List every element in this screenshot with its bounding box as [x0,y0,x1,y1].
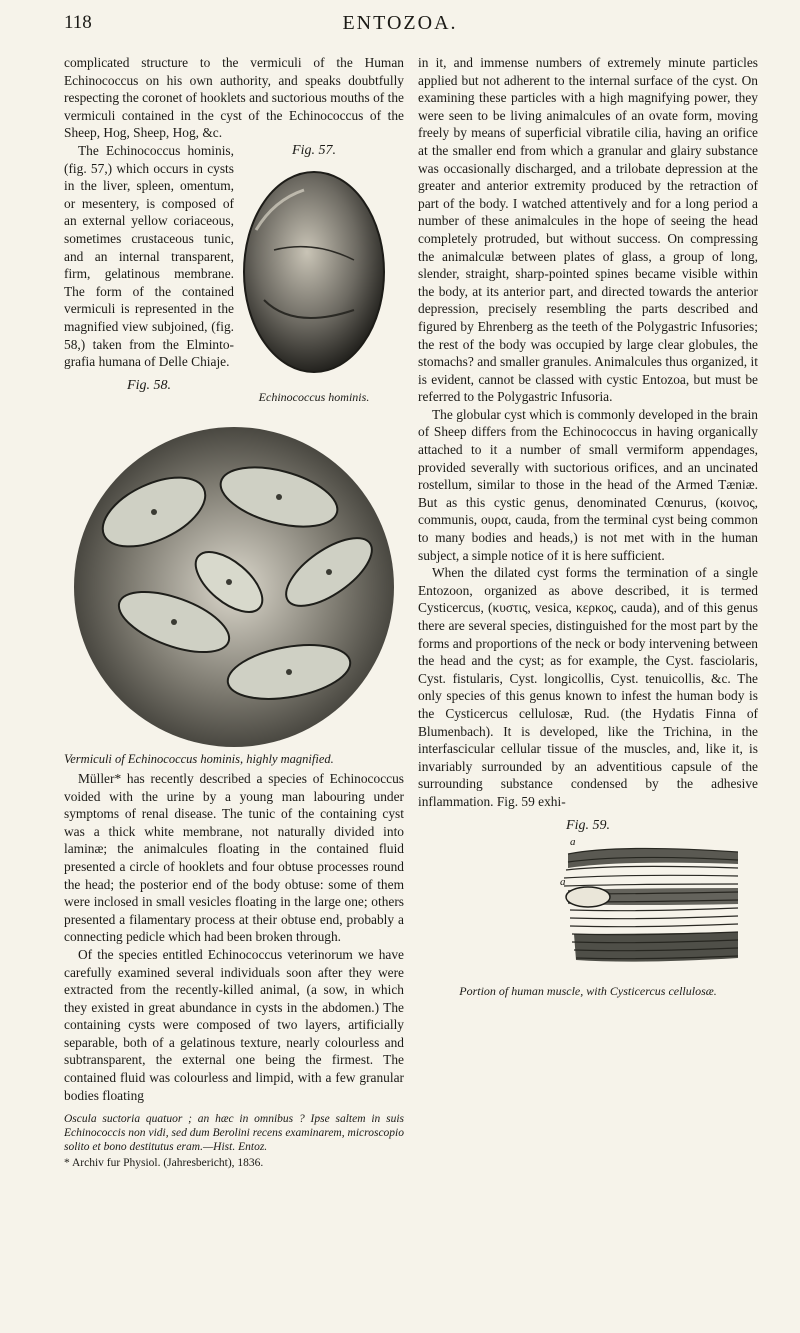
figure-58-label: Fig. 58. [127,377,171,393]
footnote-archiv: * Archiv fur Physiol. (Jahresbericht), 1836. [64,1157,264,1170]
figure-58-caption: Vermiculi of Echinococcus hominis, highly magnified. [64,751,334,766]
figure-57-label: Fig. 57. [292,142,336,158]
figure-59-label: Fig. 59. [566,817,610,833]
figure-59-letter-a: a [570,836,576,849]
left-column [64,54,404,1170]
figure-57-caption: Echinococcus hominis. [258,389,370,404]
left-paragraph-3: Müller* has recently described a species of Echinococcus voided with the urine by a young man labouring under symptoms of renal disease. The tunic of the containing cyst was a thick white membrane, not naturally divided into laminæ; the animalcules floating in the contained fluid presented a circle of hooklets and four obtuse processes round the head; the posterior end of the body obtuse: some of them were inclosed in small vesicles floating in the large one; others presented a filamentary process at their obtuse end, probably a connecting pedicle which had been broken through. [64,770,404,945]
footnote-latin: Oscula suctoria quatuor ; an hæc in omnibus ? Ipse saltem in suis Echinococcis non vidi, sed dum Berolini recens examinarem, microscopio solito et bono destitutus eram.—Hist. Entoz. [64,1113,404,1154]
running-title: ENTOZOA. [342,12,458,34]
right-paragraph-3: When the dilated cyst forms the termination of a single Entozoon, organized as above described, it is termed Cysticercus, (κυστις, vesica, κερκος, cauda), and of this genus there are several species, distinguished for the most part by the forms and proportions of the neck or body intervening between the head and the cyst; as for example, the Cyst. fasciolaris, Cyst. fistularis, Cyst. longicollis, Cyst. tenuicollis, &c. The only species of this genus known to infest the human body is the Cysticercus cellulosæ, Rud. (the Hydatis Finna of Blumenbach). It is developed, like the Trichina, in the interfascicular cellular tissue of the muscles, and, like it, is invariably surrounded by an adventitious capsule of the surrounding substance condensed by the adhesive inflammation. Fig. 59 exhi- [418,565,758,809]
cysticercus-muscle-illustration [418,834,758,984]
figure-58 [64,377,404,766]
left-paragraph-4: Of the species entitled Echinococcus veterinorum we have carefully examined several individuals soon after they were extracted from the recently-killed animal, (a sow, in which they existed in great abundance in cysts in the abdomen.) The containing cysts were composed of two layers, artificially separable, both of a gelatinous texture, nearly colourless and subtransparent, the external one being the firmest. The contained fluid was colourless and limpid, with a few granular bodies floating [64,946,404,1103]
left-paragraph-1: complicated structure to the vermiculi of the Human Echinococcus on his own authority, and speaks doubtfully respecting the coronet of hooklets and suctorious mouths of the vermiculi contained in the cyst of the Echinococcus of the Sheep, Hog, Sheep, Hog, &c. [64,55,404,141]
figure-59 [418,817,758,999]
left-paragraph-2: The Echinococcus hominis, (fig. 57,) which occurs in cysts in the liver, spleen, omentum, or mesentery, is composed of an external yellow coriaceous, sometimes crustaceous tunic, and an internal transparent, firm, gelatinous membrane. The form of the contained vermiculi is represented in the magnified view subjoined, (fig. 58,) taken from the Elminto-grafia humana of Delle Chiaje. [64,142,234,370]
vermiculi-illustration [64,422,404,752]
page-header [0,6,800,46]
figure-59-letter-a: a [560,876,566,889]
echinococcus-cyst-illustration [234,160,394,390]
figure-59-caption: Portion of human muscle, with Cysticercus cellulosæ. [459,984,717,999]
right-column [418,54,758,998]
right-paragraph-1: in it, and immense numbers of extremely minute particles applied but not adherent to the internal surface of the cyst. On examining these particles with a high magnifying power, they were seen to be living animalcules of an ovate form, moving freely by means of superficial vibratile cilia, having an orifice at the smaller end from which a granular and glairy substance was occasionally discharged, and a trilobate depression at the greater and anterior extremity produced by the retraction of part of the body. I watched attentively and for a long period a number of these animalcules in the hope of seeing the head completely protruded, but without success. On compressing the animalculæ between plates of glass, a group of long, slender, straight, sharp-pointed spines became visible within the body, at its anterior part, and directed towards the anterior depression, precisely resembling the parts described and figured by Ehrenberg as the teeth of the Polygastric Infusories; the rest of the body was occupied by large clear globules, the stomachs? and smaller granules. Animalcules thus organized, it is evident, cannot be classed with cystic Entozoa, but must be referred to the Polygastric Infusoria. [418,55,758,405]
right-paragraph-2: The globular cyst which is commonly developed in the brain of Sheep differs from the Echinococcus in having organically attached to it a number of small vermiform appendages, provided severally with suctorious orifices, and an uncinated rostellum, similar to those in the head of the Armed Tæniæ. But as this cystic genus, denominated Cœnurus, (κοινος, communis, ουρα, cauda, from the terminal cyst being common to many bodies and heads,) is not met with in the human subject, a simple notice of it is here sufficient. [418,406,758,563]
page-number: 118 [64,12,92,33]
